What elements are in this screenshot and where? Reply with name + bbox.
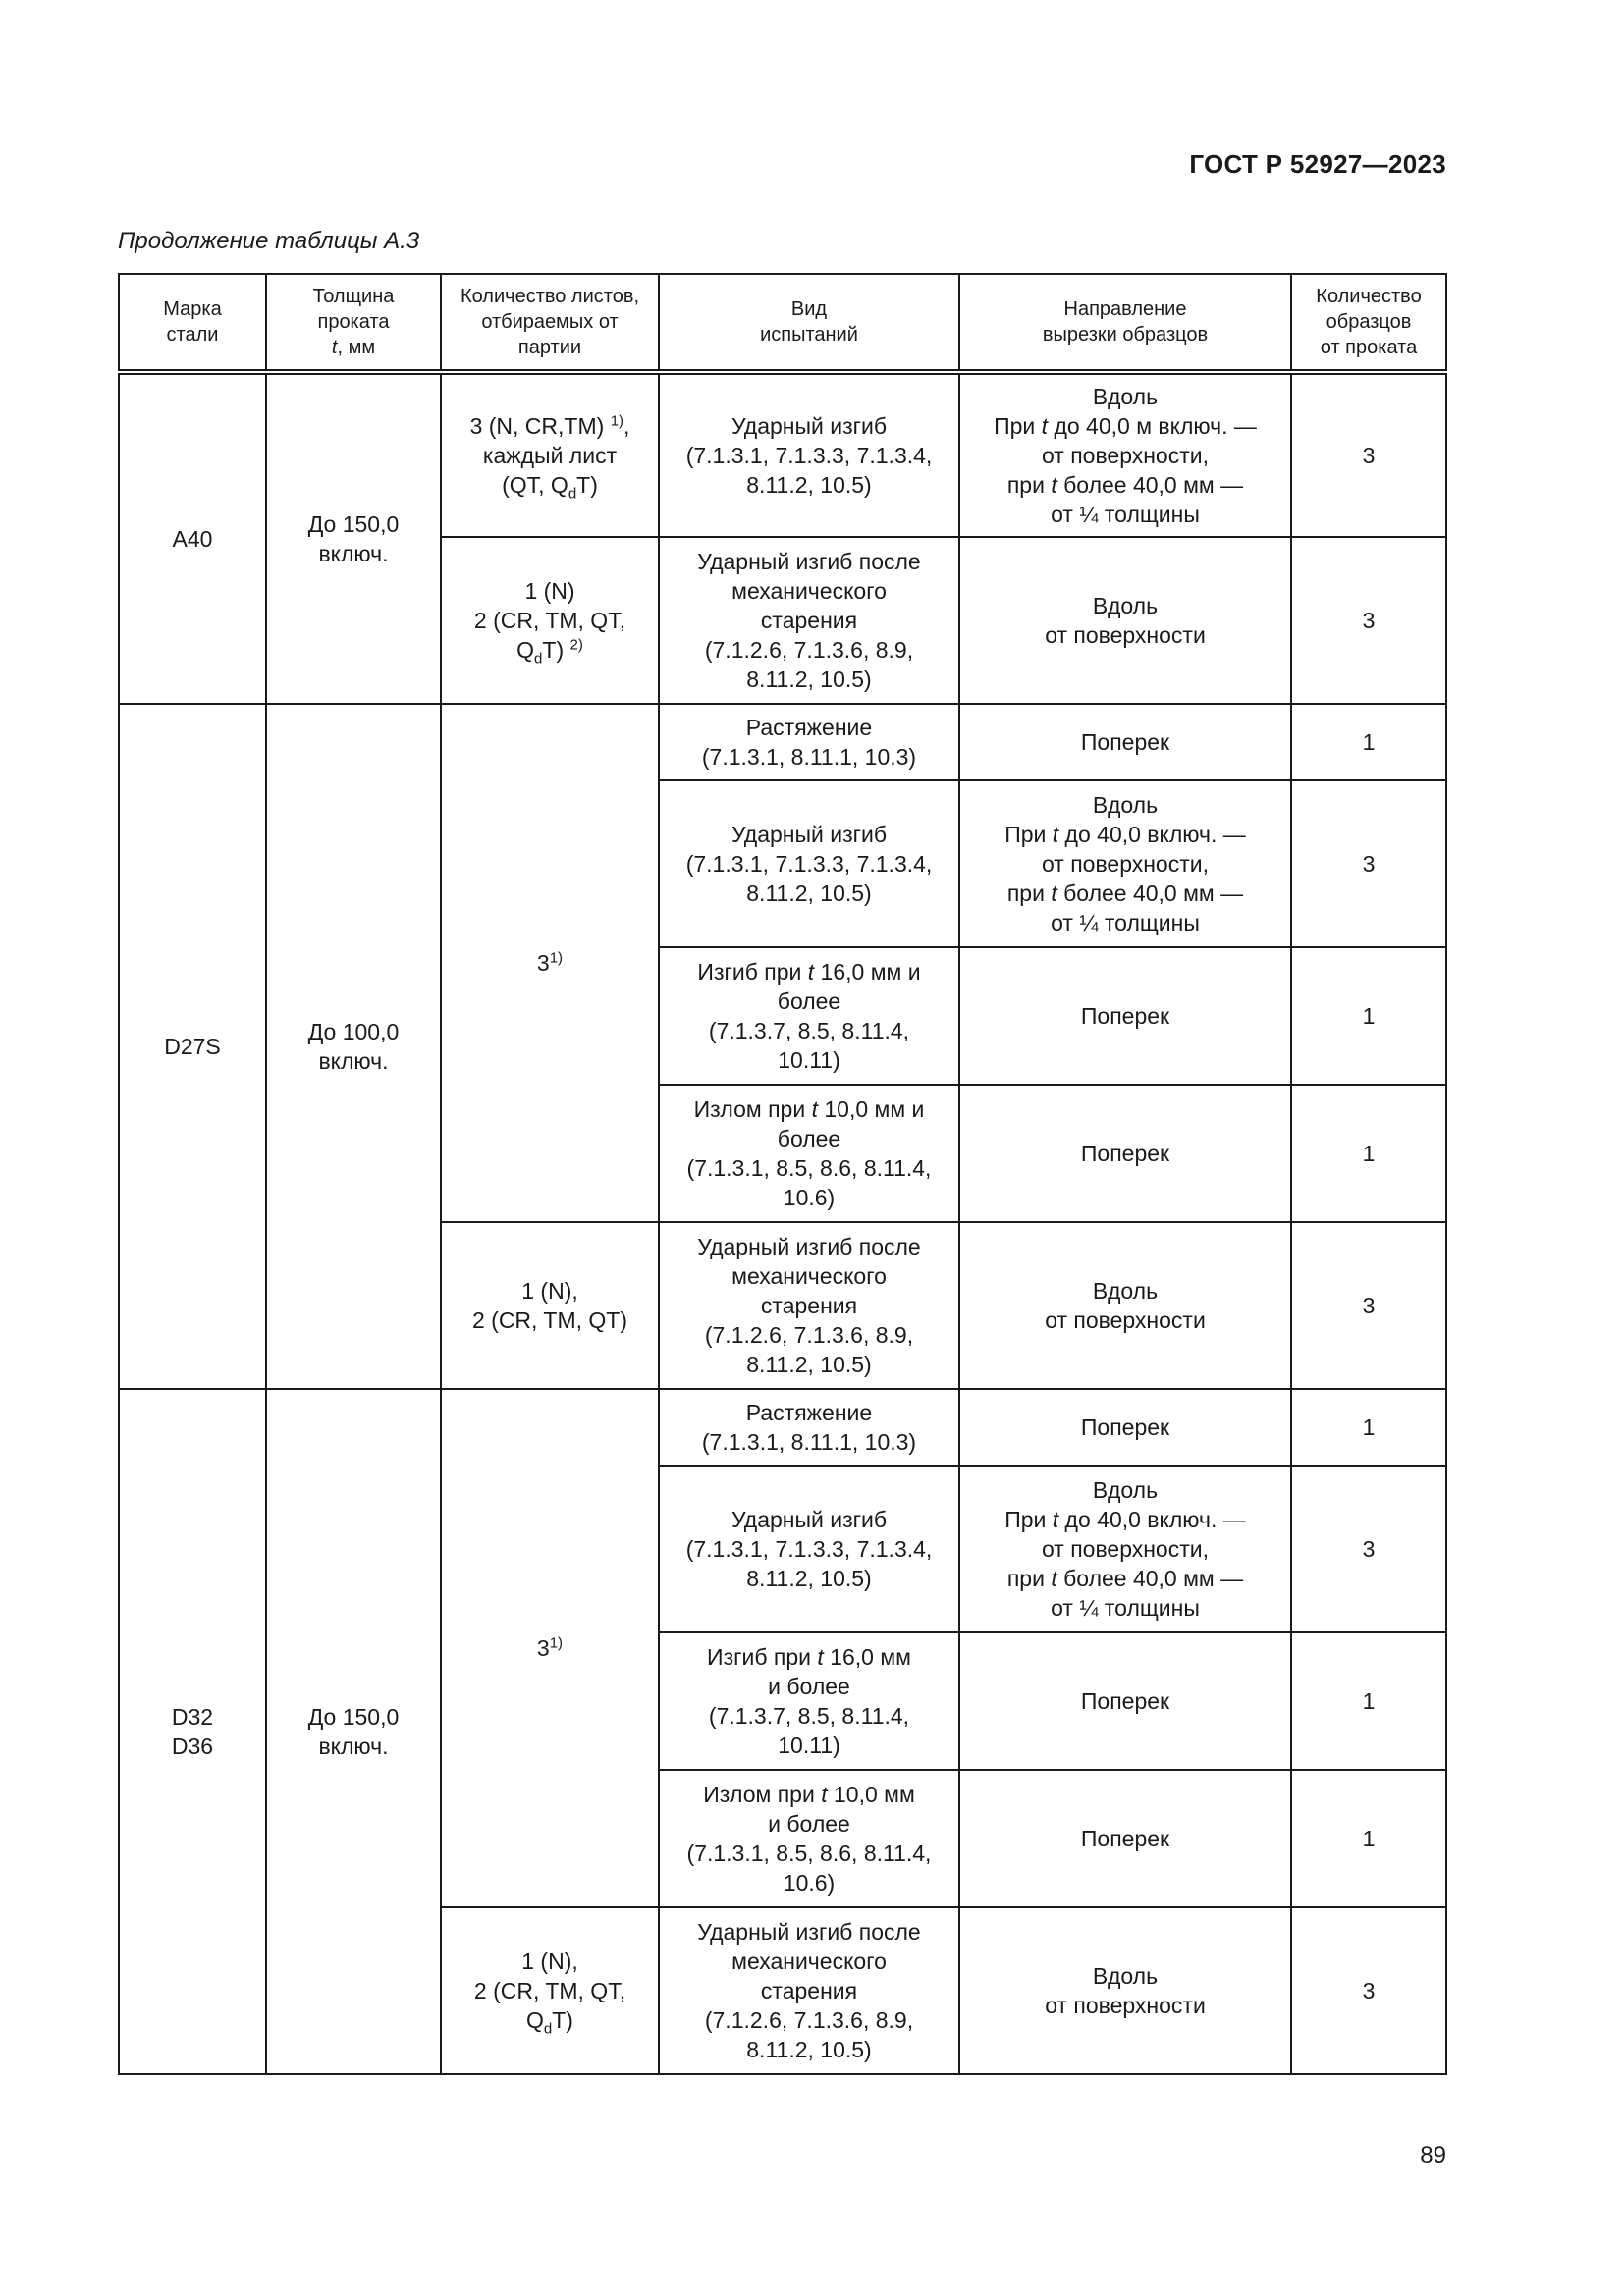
count-cell: 1	[1291, 947, 1446, 1085]
thickness-cell: До 100,0 включ.	[266, 704, 441, 1389]
test-type-cell: Растяжение (7.1.3.1, 8.11.1, 10.3)	[659, 1389, 959, 1466]
sheet-count-cell: 3 (N, CR,TM) $^{1)}$, каждый лист (QT, $Q_dT$)	[441, 372, 659, 537]
thickness-cell: До 150,0 включ.	[266, 372, 441, 704]
table-header-row	[119, 274, 1446, 372]
page-number: 89	[1420, 2142, 1446, 2168]
count-cell: 1	[1291, 1632, 1446, 1770]
thickness-cell: До 150,0 включ.	[266, 1389, 441, 2074]
test-type-cell: Излом при t 10,0 мм и более (7.1.3.1, 8.5, 8.6, 8.11.4, 10.6)	[659, 1770, 959, 1907]
grade-cell: D27S	[119, 704, 266, 1389]
test-type-cell: Изгиб при t 16,0 мм и более (7.1.3.7, 8.5, 8.11.4, 10.11)	[659, 1632, 959, 1770]
sheet-count-cell: 1 (N), 2 (CR, TM, QT, $Q_dT$)	[441, 1907, 659, 2074]
specimen-table	[118, 273, 1447, 2075]
direction-cell: Вдоль При t до 40,0 включ. — от поверхности, при t более 40,0 мм — от ¼ толщины	[959, 780, 1291, 947]
count-cell: 3	[1291, 1907, 1446, 2074]
sheet-count-cell: 3$^{1)}$	[441, 1389, 659, 1907]
grade-cell: D32 D36	[119, 1389, 266, 2074]
grade-cell: A40	[119, 372, 266, 704]
direction-cell: Поперек	[959, 1389, 1291, 1466]
test-type-cell: Растяжение (7.1.3.1, 8.11.1, 10.3)	[659, 704, 959, 780]
header-specimen-count: Количество образцов от проката	[1291, 274, 1446, 372]
direction-cell: Вдоль от поверхности	[959, 1907, 1291, 2074]
count-cell: 3	[1291, 780, 1446, 947]
header-cut-direction: Направление вырезки образцов	[959, 274, 1291, 372]
header-sheet-count: Количество листов, отбираемых от партии	[441, 274, 659, 372]
header-test-type: Вид испытаний	[659, 274, 959, 372]
sheet-count-cell: 1 (N) 2 (CR, TM, QT, $Q_dT$) $^{2)}$	[441, 537, 659, 704]
test-type-cell: Ударный изгиб после механического старения (7.1.2.6, 7.1.3.6, 8.9, 8.11.2, 10.5)	[659, 1907, 959, 2074]
direction-cell: Вдоль от поверхности	[959, 537, 1291, 704]
table-caption: Продолжение таблицы А.3	[118, 228, 420, 254]
direction-cell: Поперек	[959, 704, 1291, 780]
count-cell: 1	[1291, 704, 1446, 780]
test-type-cell: Изгиб при t 16,0 мм и более (7.1.3.7, 8.5, 8.11.4, 10.11)	[659, 947, 959, 1085]
count-cell: 1	[1291, 1389, 1446, 1466]
direction-cell: Вдоль При t до 40,0 м включ. — от поверхности, при t более 40,0 мм — от ¼ толщины	[959, 372, 1291, 537]
count-cell: 3	[1291, 1466, 1446, 1632]
count-cell: 1	[1291, 1085, 1446, 1222]
count-cell: 3	[1291, 537, 1446, 704]
test-type-cell: Ударный изгиб (7.1.3.1, 7.1.3.3, 7.1.3.4, 8.11.2, 10.5)	[659, 1466, 959, 1632]
sheet-count-cell: 3$^{1)}$	[441, 704, 659, 1222]
test-type-cell: Ударный изгиб после механического старения (7.1.2.6, 7.1.3.6, 8.9, 8.11.2, 10.5)	[659, 537, 959, 704]
table-row	[119, 1389, 1446, 1466]
direction-cell: Вдоль от поверхности	[959, 1222, 1291, 1389]
direction-cell: Поперек	[959, 947, 1291, 1085]
test-type-cell: Ударный изгиб (7.1.3.1, 7.1.3.3, 7.1.3.4, 8.11.2, 10.5)	[659, 372, 959, 537]
direction-cell: Поперек	[959, 1632, 1291, 1770]
header-thickness: Толщина проката t, мм	[266, 274, 441, 372]
test-type-cell: Ударный изгиб после механического старения (7.1.2.6, 7.1.3.6, 8.9, 8.11.2, 10.5)	[659, 1222, 959, 1389]
document-code: ГОСТ Р 52927—2023	[1189, 149, 1446, 179]
header-steel-grade: Марка стали	[119, 274, 266, 372]
direction-cell: Поперек	[959, 1770, 1291, 1907]
sheet-count-cell: 1 (N), 2 (CR, TM, QT)	[441, 1222, 659, 1389]
table-row	[119, 704, 1446, 780]
direction-cell: Вдоль При t до 40,0 включ. — от поверхности, при t более 40,0 мм — от ¼ толщины	[959, 1466, 1291, 1632]
test-type-cell: Излом при t 10,0 мм и более (7.1.3.1, 8.5, 8.6, 8.11.4, 10.6)	[659, 1085, 959, 1222]
count-cell: 3	[1291, 372, 1446, 537]
direction-cell: Поперек	[959, 1085, 1291, 1222]
count-cell: 3	[1291, 1222, 1446, 1389]
table-row	[119, 372, 1446, 537]
test-type-cell: Ударный изгиб (7.1.3.1, 7.1.3.3, 7.1.3.4, 8.11.2, 10.5)	[659, 780, 959, 947]
count-cell: 1	[1291, 1770, 1446, 1907]
